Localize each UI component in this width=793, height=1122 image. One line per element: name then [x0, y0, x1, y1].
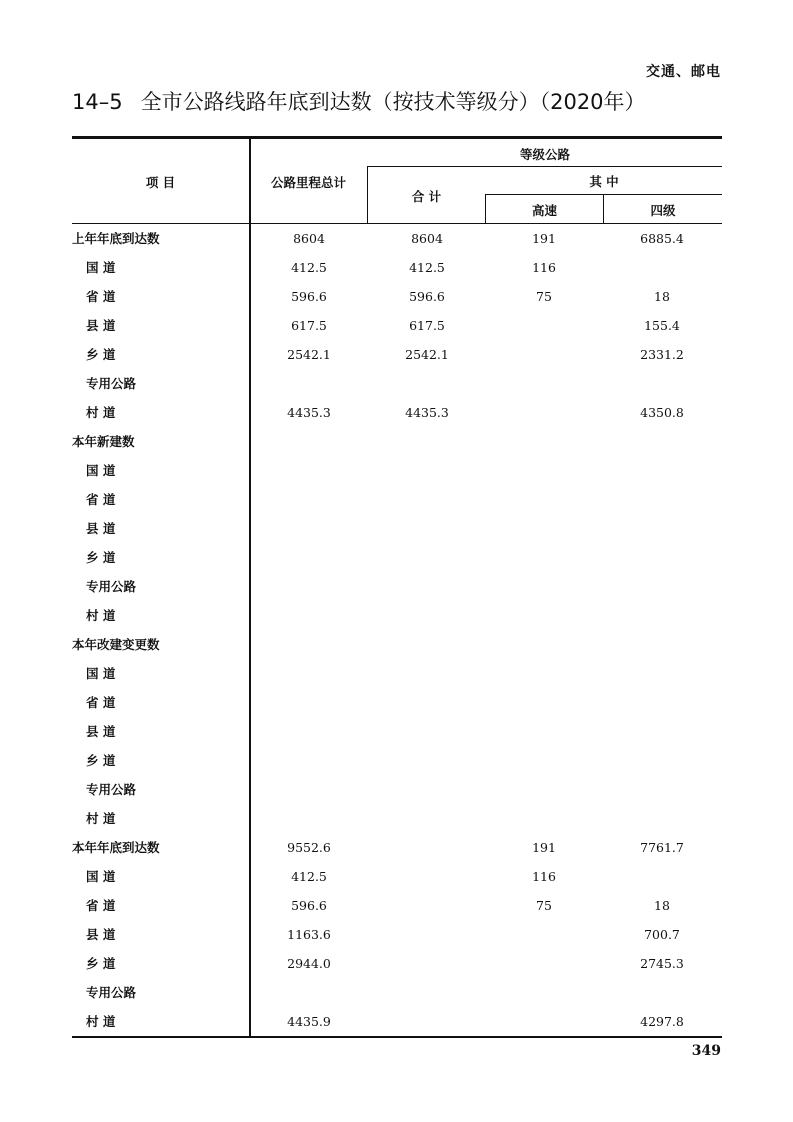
cell-grade4: 155.4: [644, 318, 680, 333]
page-title: [72, 86, 646, 116]
row-label: 专用公路: [86, 782, 137, 797]
cell-total: 8604: [293, 231, 325, 246]
row-label: 县 道: [86, 521, 116, 536]
header-item: 项 目: [145, 175, 176, 190]
table-row: [72, 253, 722, 282]
table-row: [72, 949, 722, 978]
row-label: 县 道: [86, 724, 116, 739]
table-row: [72, 543, 722, 572]
header-of-which: 其 中: [589, 174, 619, 189]
cell-total: 9552.6: [287, 840, 331, 855]
cell-grade4: 18: [654, 289, 670, 304]
row-label: 国 道: [86, 260, 116, 275]
data-table: [72, 136, 722, 1038]
section-tag: 交通、邮电: [646, 64, 721, 80]
table-row: [72, 1007, 722, 1036]
header-divider: [368, 166, 722, 167]
table-row: [72, 311, 722, 340]
row-label: 省 道: [86, 898, 116, 913]
table-body: [72, 224, 722, 1036]
row-label: 乡 道: [86, 347, 116, 362]
row-label: 本年改建变更数: [72, 637, 160, 652]
cell-subtotal: 8604: [411, 231, 443, 246]
table-row: [72, 485, 722, 514]
row-label: 国 道: [86, 463, 116, 478]
table-row: [72, 630, 722, 659]
row-label: 村 道: [86, 405, 116, 420]
row-label: 村 道: [86, 608, 116, 623]
row-label: 省 道: [86, 492, 116, 507]
table-row: [72, 659, 722, 688]
table-row: [72, 514, 722, 543]
header-grade4: 四级: [650, 203, 676, 218]
row-label: 本年新建数: [72, 434, 135, 449]
table-row: [72, 775, 722, 804]
row-label: 县 道: [86, 927, 116, 942]
cell-total: 412.5: [291, 869, 327, 884]
cell-expressway: 75: [536, 898, 552, 913]
header-total: 公路里程总计: [270, 175, 346, 190]
table-bottom-rule: [72, 1036, 722, 1038]
cell-expressway: 116: [532, 260, 556, 275]
cell-expressway: 116: [532, 869, 556, 884]
table-row: [72, 427, 722, 456]
table-row: [72, 369, 722, 398]
table-row: [72, 978, 722, 1007]
cell-subtotal: 2542.1: [405, 347, 449, 362]
cell-subtotal: 617.5: [409, 318, 445, 333]
cell-subtotal: 4435.3: [405, 405, 449, 420]
row-label: 国 道: [86, 869, 116, 884]
row-label: 乡 道: [86, 753, 116, 768]
cell-grade4: 7761.7: [640, 840, 684, 855]
cell-grade4: 4350.8: [640, 405, 684, 420]
cell-total: 4435.9: [287, 1014, 331, 1029]
table-row: [72, 601, 722, 630]
row-label: 省 道: [86, 695, 116, 710]
row-label: 本年年底到达数: [72, 840, 160, 855]
cell-total: 596.6: [291, 898, 327, 913]
page-number: 349: [691, 1043, 721, 1059]
row-label: 乡 道: [86, 956, 116, 971]
row-label: 专用公路: [86, 579, 137, 594]
header-expressway: 高速: [531, 203, 557, 218]
cell-subtotal: 596.6: [409, 289, 445, 304]
header-subtotal: 合 计: [411, 189, 442, 204]
table-row: [72, 920, 722, 949]
table-row: [72, 891, 722, 920]
table-row: [72, 688, 722, 717]
table-row: [72, 224, 722, 253]
cell-expressway: 191: [532, 840, 556, 855]
cell-expressway: 191: [532, 231, 556, 246]
row-label: 上年年底到达数: [72, 231, 160, 246]
cell-total: 617.5: [291, 318, 327, 333]
row-label: 省 道: [86, 289, 116, 304]
cell-total: 412.5: [291, 260, 327, 275]
table-row: [72, 398, 722, 427]
table-row: [72, 746, 722, 775]
cell-grade4: 4297.8: [640, 1014, 684, 1029]
row-label: 专用公路: [86, 376, 137, 391]
table-row: [72, 340, 722, 369]
header-graded: 等级公路: [519, 147, 570, 162]
cell-total: 1163.6: [287, 927, 331, 942]
table-row: [72, 717, 722, 746]
row-label: 专用公路: [86, 985, 137, 1000]
table-row: [72, 833, 722, 862]
table-row: [72, 862, 722, 891]
row-label: 国 道: [86, 666, 116, 681]
row-label: 县 道: [86, 318, 116, 333]
table-row: [72, 572, 722, 601]
cell-grade4: 18: [654, 898, 670, 913]
row-label: 村 道: [86, 811, 116, 826]
table-title: 全市公路线路年底到达数（按技术等级分）（2020年）: [140, 90, 646, 114]
header-divider: [486, 194, 722, 195]
cell-grade4: 2745.3: [640, 956, 684, 971]
cell-total: 4435.3: [287, 405, 331, 420]
cell-expressway: 75: [536, 289, 552, 304]
cell-subtotal: 412.5: [409, 260, 445, 275]
table-row: [72, 456, 722, 485]
table-row: [72, 804, 722, 833]
cell-total: 2542.1: [287, 347, 331, 362]
cell-total: 596.6: [291, 289, 327, 304]
cell-grade4: 2331.2: [640, 347, 684, 362]
cell-grade4: 700.7: [644, 927, 680, 942]
cell-grade4: 6885.4: [640, 231, 684, 246]
table-header: [72, 139, 722, 224]
row-label: 村 道: [86, 1014, 116, 1029]
table-row: [72, 282, 722, 311]
cell-total: 2944.0: [287, 956, 331, 971]
row-label: 乡 道: [86, 550, 116, 565]
table-number: 14–5: [72, 90, 123, 114]
